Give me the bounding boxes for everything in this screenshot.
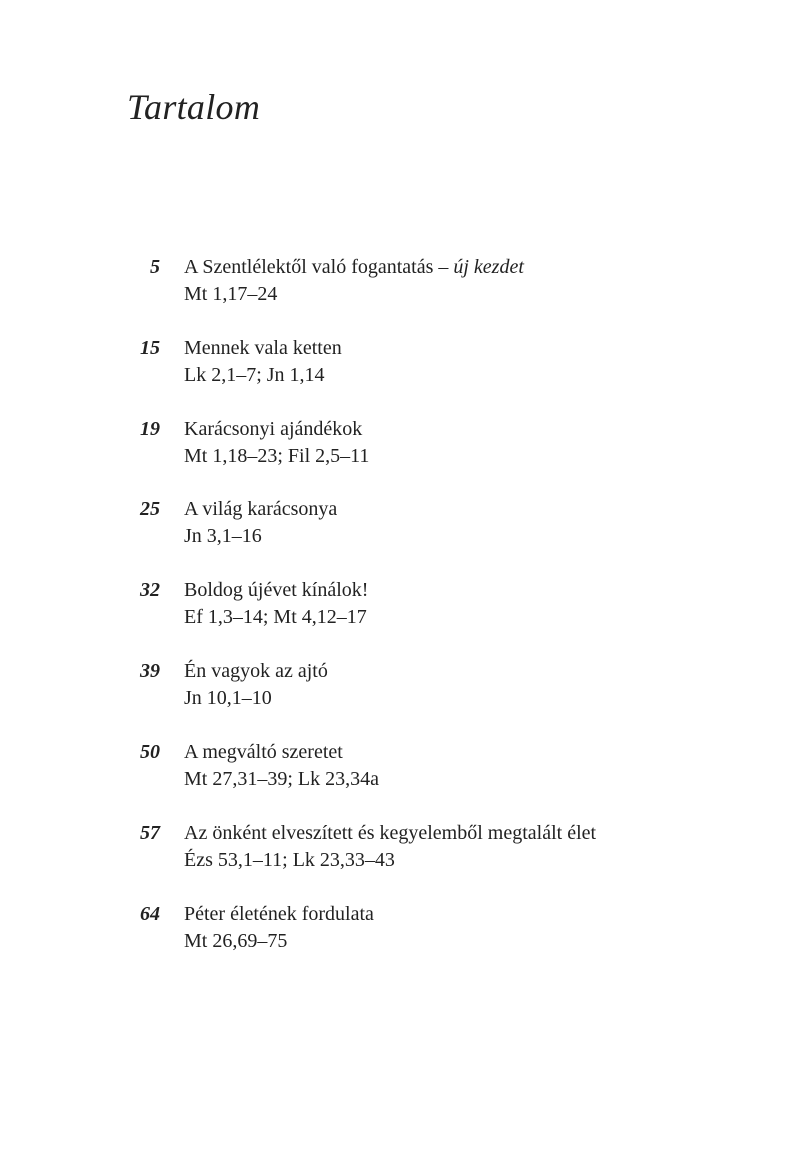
toc-entry-reference: Ef 1,3–14; Mt 4,12–17 xyxy=(184,606,367,628)
toc-entry-title-italic: új kezdet xyxy=(453,256,524,278)
toc-entry-reference: Mt 1,17–24 xyxy=(184,283,278,305)
toc-entry[interactable] xyxy=(0,335,797,395)
toc-entry-reference: Mt 26,69–75 xyxy=(184,930,288,952)
toc-page-number: 50 xyxy=(140,741,160,763)
toc-entry[interactable] xyxy=(0,739,797,799)
toc-entry-reference: Jn 10,1–10 xyxy=(184,687,272,709)
toc-entry[interactable] xyxy=(0,901,797,961)
toc-entry[interactable] xyxy=(0,820,797,880)
toc-entry-reference: Jn 3,1–16 xyxy=(184,525,262,547)
toc-entry-title: A világ karácsonya xyxy=(184,498,338,520)
toc-entry-reference: Ézs 53,1–11; Lk 23,33–43 xyxy=(184,849,395,871)
toc-entry[interactable] xyxy=(0,496,797,556)
toc-entry-title: Boldog újévet kínálok! xyxy=(184,579,369,601)
toc-entry-reference: Mt 27,31–39; Lk 23,34a xyxy=(184,768,379,790)
toc-page-number: 64 xyxy=(140,903,160,925)
toc-page-number: 32 xyxy=(140,579,160,601)
toc-entry[interactable] xyxy=(0,254,797,314)
toc-entry[interactable] xyxy=(0,577,797,637)
toc-entry-title: Karácsonyi ajándékok xyxy=(184,418,363,440)
toc-entry-title: Én vagyok az ajtó xyxy=(184,660,328,682)
toc-entry-title: Péter életének fordulata xyxy=(184,903,374,925)
toc-entry-reference: Mt 1,18–23; Fil 2,5–11 xyxy=(184,445,370,467)
toc-entry[interactable] xyxy=(0,658,797,718)
toc-page-number: 39 xyxy=(140,660,160,682)
toc-page-number: 15 xyxy=(140,337,160,359)
toc-entry-title: Mennek vala ketten xyxy=(184,337,342,359)
toc-page-number: 57 xyxy=(140,822,160,844)
toc-entry-title: A megváltó szeretet xyxy=(184,741,343,763)
toc-page-number: 19 xyxy=(140,418,160,440)
page-title: Tartalom xyxy=(127,87,261,127)
toc-page-number: 25 xyxy=(140,498,160,520)
toc-entry[interactable] xyxy=(0,416,797,476)
toc-entry-reference: Lk 2,1–7; Jn 1,14 xyxy=(184,364,325,386)
toc-entry-title: A Szentlélektől való fogantatás – új kezdet xyxy=(184,256,524,278)
toc-entry-title: Az önként elveszített és kegyelemből megtalált élet xyxy=(184,822,597,844)
toc-page-number: 5 xyxy=(150,256,160,278)
